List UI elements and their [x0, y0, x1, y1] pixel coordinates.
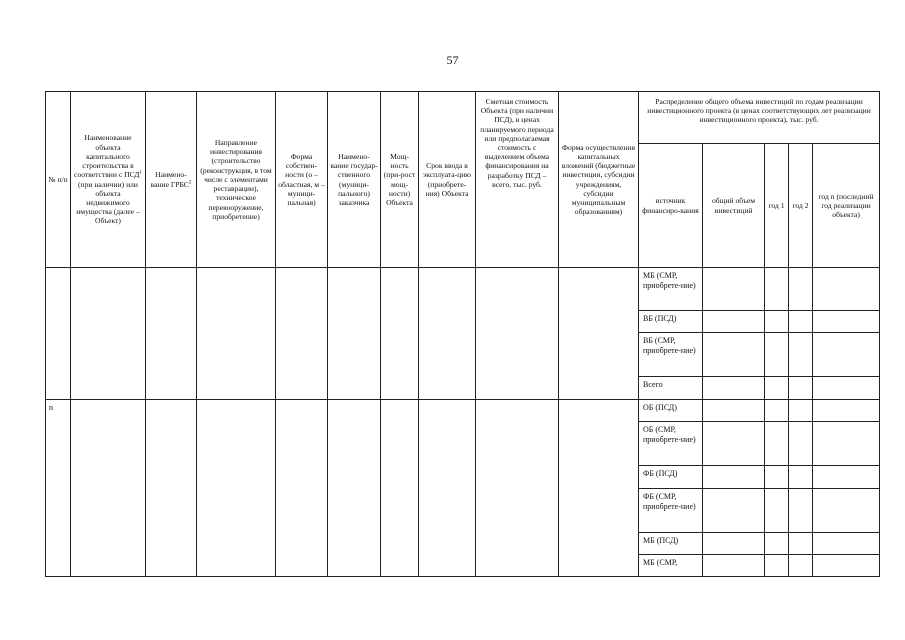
- cell-empty: [71, 268, 146, 400]
- cell-empty: [813, 422, 880, 466]
- cell-empty: [765, 311, 789, 333]
- header-total-volume: общий объем инвестиций: [703, 144, 765, 268]
- header-year-1: год 1: [765, 144, 789, 268]
- cell-empty: [703, 555, 765, 577]
- funding-source-cell: МБ (ПСД): [639, 533, 703, 555]
- page-number: 57: [446, 53, 459, 67]
- cell-empty: [813, 466, 880, 489]
- funding-source-cell: МБ (СМР, приобрете-ние): [639, 268, 703, 311]
- cell-empty: [703, 333, 765, 377]
- cell-empty: [789, 489, 813, 533]
- header-object-name: Наименование объекта капитального строительства в соответствии с ПСД$^1$ (при наличии) или объекта недвижимого имущества (далее – Объект): [71, 92, 146, 268]
- cell-empty: [765, 422, 789, 466]
- cell-empty: [476, 400, 559, 577]
- header-grbs: Наимено-вание ГРБС$^2$: [146, 92, 197, 268]
- cell-empty: [789, 377, 813, 400]
- cell-empty: [197, 400, 276, 577]
- cell-empty: [789, 422, 813, 466]
- cell-empty: [813, 555, 880, 577]
- cell-empty: [703, 377, 765, 400]
- funding-source-cell: ФБ (ПСД): [639, 466, 703, 489]
- cell-empty: [813, 400, 880, 422]
- cell-empty: [813, 377, 880, 400]
- cell-empty: [765, 555, 789, 577]
- cell-empty: [46, 268, 71, 400]
- cell-empty: [703, 489, 765, 533]
- cell-empty: [419, 400, 476, 577]
- header-commission-date: Срок ввода в эксплуата-цию (приобрете-ния) Объекта: [419, 92, 476, 268]
- cell-empty: [328, 400, 381, 577]
- header-direction: Направление инвестирования (строительство (реконструкция, в том числе с элементами реставрации), техническое перевооружение, приобретение): [197, 92, 276, 268]
- investment-table: [45, 91, 880, 577]
- header-year-2: год 2: [789, 144, 813, 268]
- funding-source-cell: Всего: [639, 377, 703, 400]
- cell-empty: [703, 533, 765, 555]
- cell-empty: [789, 268, 813, 311]
- cell-empty: [789, 466, 813, 489]
- cell-empty: [789, 533, 813, 555]
- cell-empty: [703, 311, 765, 333]
- cell-empty: [789, 311, 813, 333]
- cell-empty: [476, 268, 559, 400]
- cell-empty: [789, 555, 813, 577]
- cell-empty: [276, 268, 328, 400]
- header-capacity: Мощ-ность (при-рост мощ-ности) Объекта: [381, 92, 419, 268]
- cell-empty: [813, 311, 880, 333]
- header-ownership: Форма собствен-ности (о – областная, м – муници-пальная): [276, 92, 328, 268]
- cell-empty: [703, 400, 765, 422]
- header-customer: Наимено-вание государ-ственного (муници-пального) заказчика: [328, 92, 381, 268]
- cell-empty: [197, 268, 276, 400]
- cell-empty: [765, 377, 789, 400]
- cell-empty: [765, 400, 789, 422]
- cell-empty: [146, 268, 197, 400]
- cell-empty: [813, 268, 880, 311]
- row-number: n: [46, 400, 71, 577]
- cell-empty: [813, 333, 880, 377]
- funding-source-cell: ВБ (ПСД): [639, 311, 703, 333]
- funding-source-cell: ФБ (СМР, приобрете-ние): [639, 489, 703, 533]
- funding-source-cell: ВБ (СМР, приобрете-ние): [639, 333, 703, 377]
- cell-empty: [789, 400, 813, 422]
- cell-empty: [381, 400, 419, 577]
- cell-empty: [765, 489, 789, 533]
- cell-empty: [419, 268, 476, 400]
- cell-empty: [328, 268, 381, 400]
- header-distribution: Распределение общего объема инвестиций по годам реализации инвестиционного проекта (в ценах соответствующих лет реализации инвестиционного проекта), тыс. руб.: [639, 92, 880, 144]
- cell-empty: [703, 466, 765, 489]
- header-estimated-cost: Сметная стоимость Объекта (при наличии ПСД), в ценах планируемого периода или предполагаемая стоимость с выделением объема финансирования на разработку ПСД – всего, тыс. руб.: [476, 92, 559, 268]
- funding-source-cell: ОБ (ПСД): [639, 400, 703, 422]
- cell-empty: [765, 268, 789, 311]
- cell-empty: [789, 333, 813, 377]
- cell-empty: [559, 400, 639, 577]
- funding-source-cell: ОБ (СМР, приобрете-ние): [639, 422, 703, 466]
- cell-empty: [703, 268, 765, 311]
- cell-empty: [813, 533, 880, 555]
- funding-source-cell: МБ (СМР,: [639, 555, 703, 577]
- header-year-n: год n (последний год реализации объекта): [813, 144, 880, 268]
- header-num: № п/п: [46, 92, 71, 268]
- cell-empty: [765, 533, 789, 555]
- cell-empty: [703, 422, 765, 466]
- cell-empty: [381, 268, 419, 400]
- cell-empty: [146, 400, 197, 577]
- header-funding-source: источник финансиро-вания: [639, 144, 703, 268]
- cell-empty: [276, 400, 328, 577]
- cell-empty: [71, 400, 146, 577]
- cell-empty: [813, 489, 880, 533]
- cell-empty: [559, 268, 639, 400]
- cell-empty: [765, 466, 789, 489]
- cell-empty: [765, 333, 789, 377]
- header-investment-form: Форма осуществления капитальных вложений (бюджетные инвестиции, субсидии учреждениям, субсидии муниципальным образованиям): [559, 92, 639, 268]
